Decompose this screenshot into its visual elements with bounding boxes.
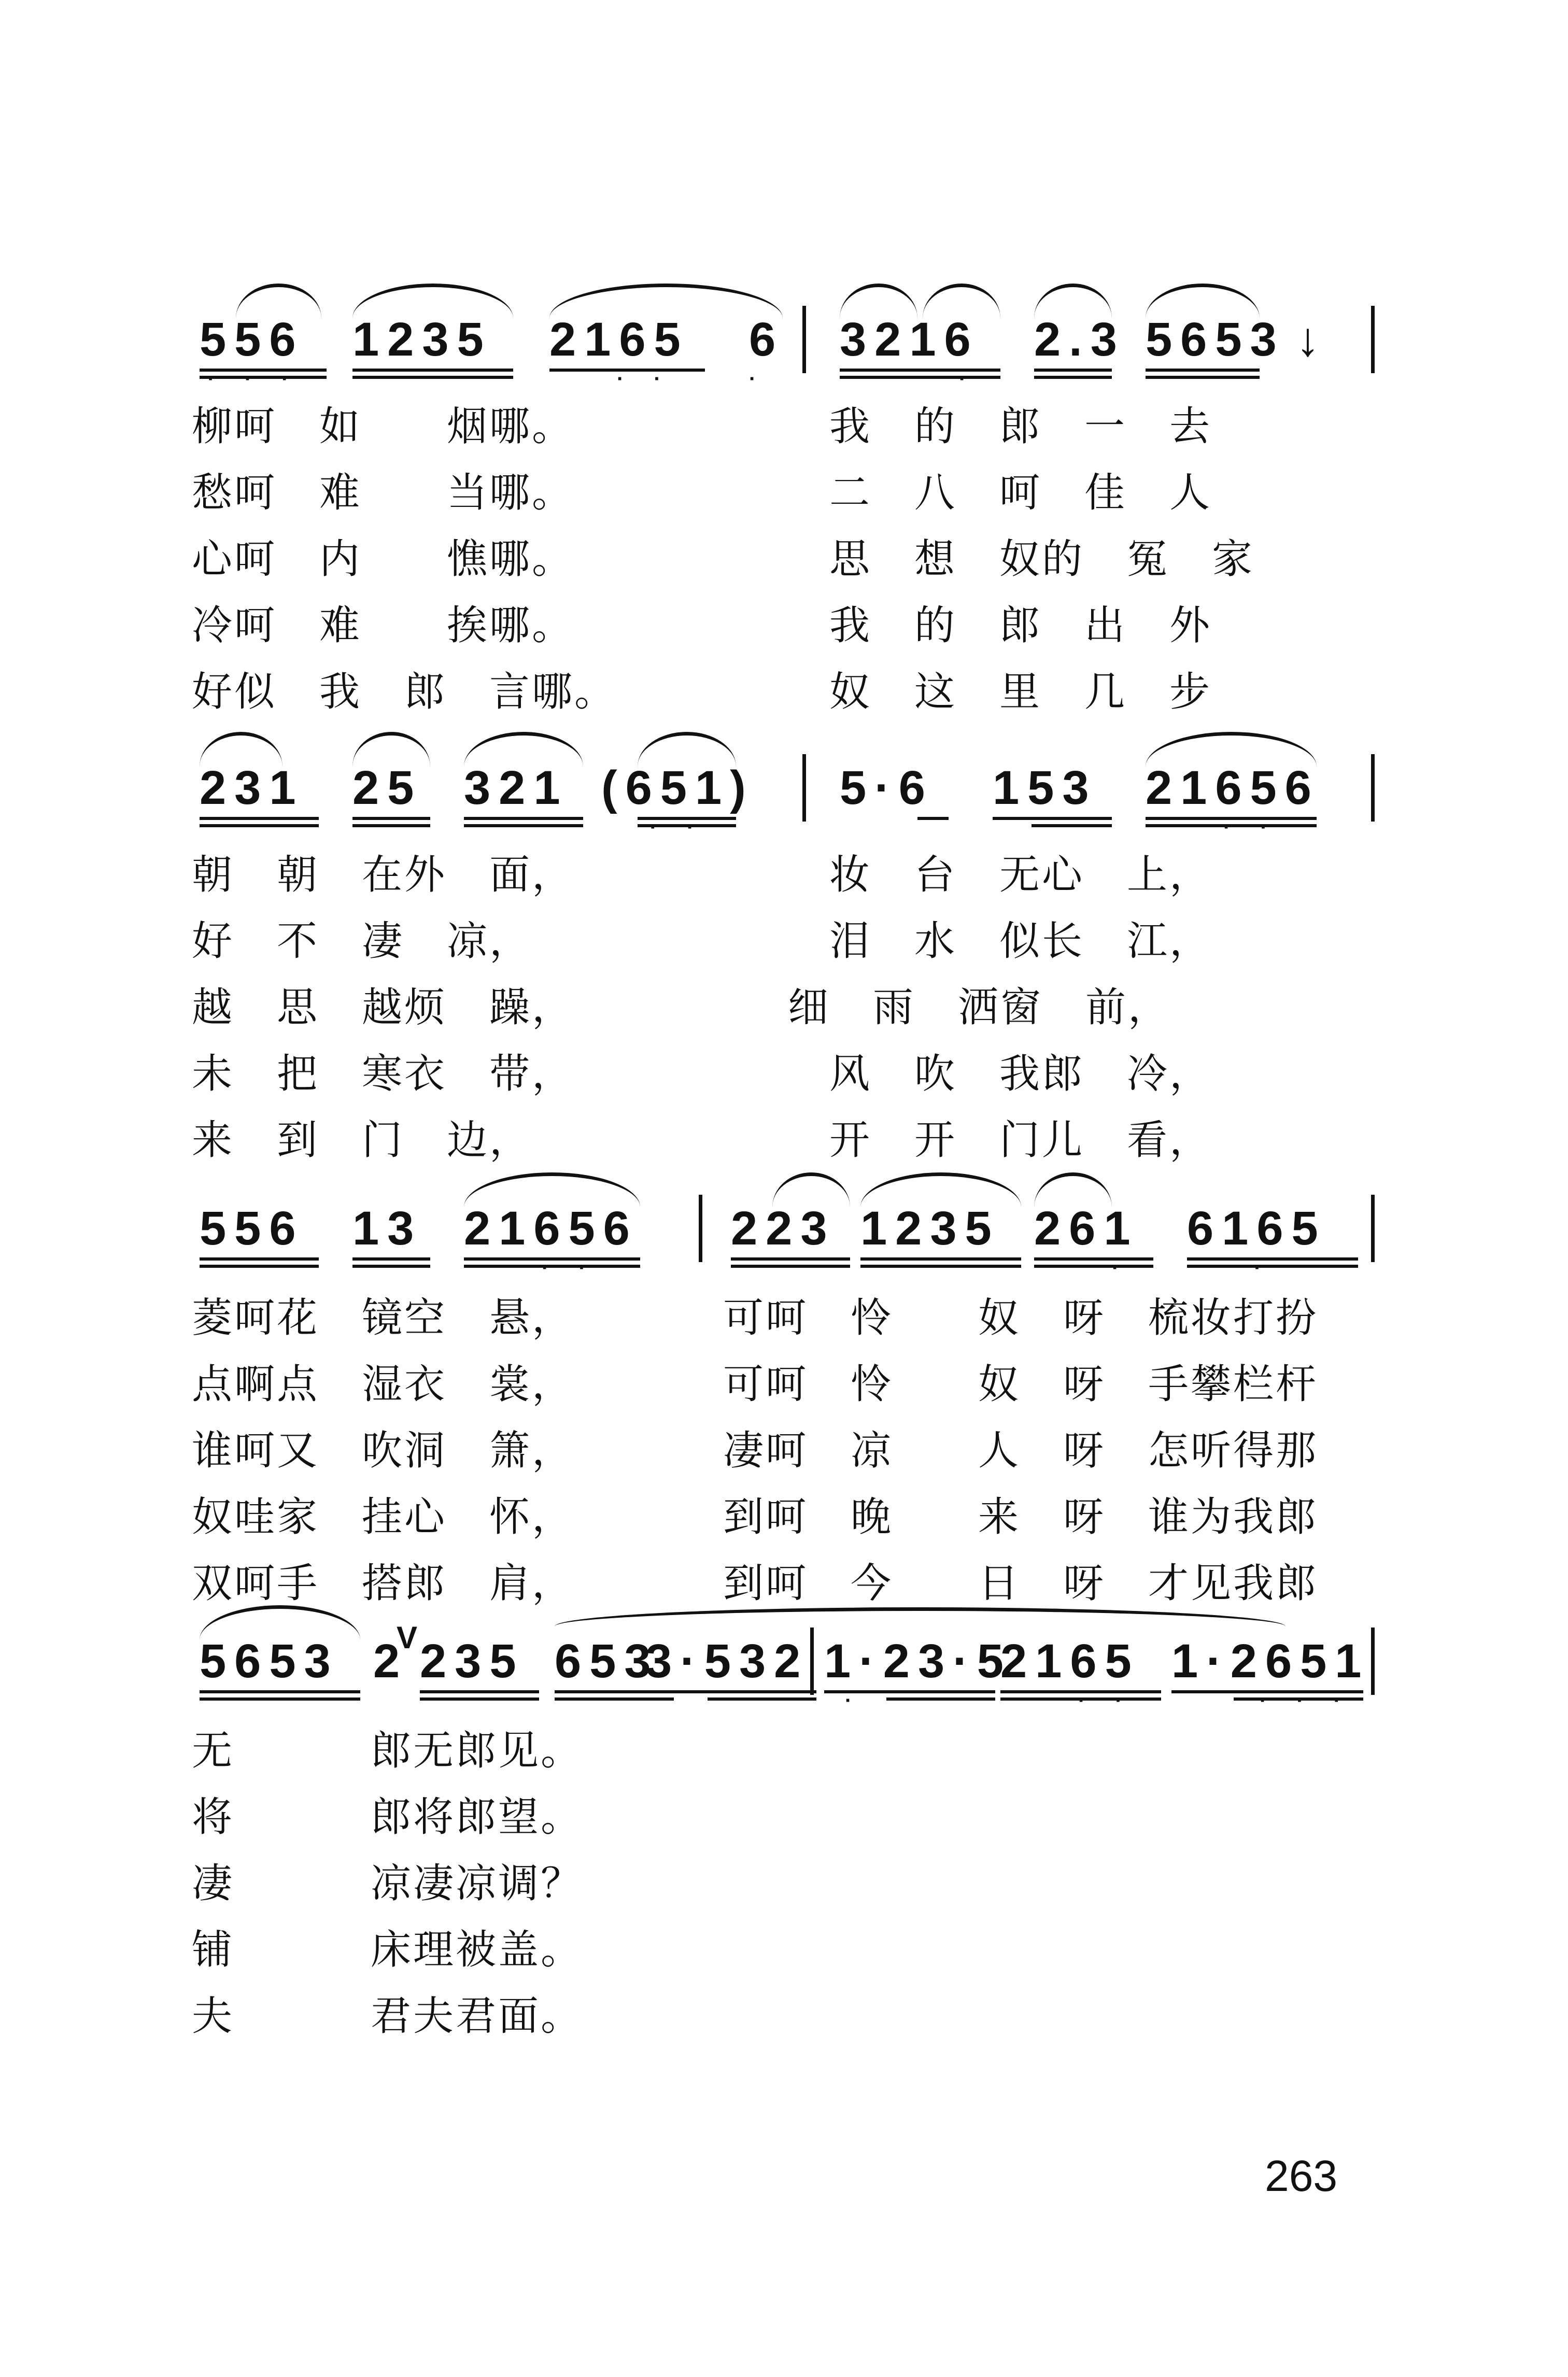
page-number: 263 <box>1265 2152 1338 2200</box>
lyric-line: 越 思 越烦 躁， <box>192 984 575 1031</box>
lyric-line: 凉凄凉调？ <box>371 1860 584 1907</box>
lyric-line: 二 八 呵 佳 人 <box>829 470 1212 516</box>
lyric-line: 到呵 今 日 呀 才见我郎 <box>723 1560 1319 1607</box>
lyric-line: 细 雨 洒窗 前， <box>788 984 1171 1031</box>
lyric-line: 来 到 门 边， <box>192 1117 532 1164</box>
note-group: 6 · <box>749 313 786 390</box>
note-group: 5653 <box>1146 288 1301 391</box>
note-group: 1·2651 ··· <box>1171 1634 1371 1712</box>
note-group: 1235 <box>352 288 513 391</box>
lyric-line: 好 不 凄 凉， <box>192 918 532 965</box>
lyric-line: 我 的 郎 出 外 <box>829 602 1212 649</box>
lyric-line: 凄 <box>192 1860 235 1907</box>
note-group: 2165 ·· <box>549 288 705 391</box>
note-group: 6165 · <box>1187 1177 1358 1280</box>
notation-row-4 <box>0 1609 1568 1713</box>
lyric-line: 菱呵花 镜空 悬， <box>192 1295 575 1341</box>
lyric-line: 柳呵 如 烟哪。 <box>192 403 575 450</box>
lyric-line: 凄呵 凉 人 呀 怎听得那 <box>723 1427 1319 1474</box>
note-group: 261 · <box>1034 1177 1153 1280</box>
lyric-line: 我 的 郎 一 去 <box>829 403 1212 450</box>
note-group: 5653 <box>200 1609 360 1713</box>
note-group: 223 <box>731 1177 850 1280</box>
note-group: 321 <box>464 736 583 840</box>
lyric-line: 开 开 门儿 看， <box>829 1117 1212 1164</box>
note-group: 2 <box>373 1634 408 1688</box>
lyric-line: 可呵 怜 奴 呀 梳妆打扮 <box>723 1295 1319 1341</box>
lyric-line: 未 把 寒衣 带， <box>192 1051 575 1097</box>
note-group: 3216 · <box>840 288 1000 391</box>
lyric-line: 可呵 怜 奴 呀 手攀栏杆 <box>723 1361 1319 1408</box>
note-group: 556 <box>200 1177 319 1280</box>
note-group: (651) ·· <box>601 736 772 840</box>
lyric-line: 心呵 内 憔哪。 <box>192 536 575 583</box>
note-group: 2165 ·· <box>1000 1609 1161 1713</box>
lyric-line: 风 吹 我郎 冷， <box>829 1051 1212 1097</box>
barline <box>1371 754 1375 822</box>
note-group: 3·532 <box>645 1609 816 1713</box>
lyric-line: 君夫君面。 <box>371 1993 584 2040</box>
lyric-line: 床理被盖。 <box>371 1927 584 1973</box>
notation-row-2 <box>0 736 1568 840</box>
note-group: 25 <box>352 736 430 840</box>
notation-row-3 <box>0 1177 1568 1280</box>
note-group: 13 <box>352 1177 430 1280</box>
note-group: 1235 <box>860 1177 1021 1280</box>
lyric-line: 郎无郎见。 <box>371 1728 584 1774</box>
lyric-line: 妆 台 无心 上， <box>829 852 1212 898</box>
breath-mark: V <box>397 1620 426 1655</box>
lyric-line: 到呵 晚 来 呀 谁为我郎 <box>723 1494 1319 1540</box>
barline <box>1371 306 1375 373</box>
note-group: 653 <box>555 1609 674 1713</box>
lyric-line: 思 想 奴的 冤 家 <box>829 536 1255 583</box>
barline <box>810 1628 814 1695</box>
lyric-line: 夫 <box>192 1993 235 2040</box>
lyric-line: 谁呵又 吹洞 箫， <box>192 1427 575 1474</box>
lyric-line: 无 <box>192 1728 235 1774</box>
note-group: 21656 ·· <box>1146 736 1348 840</box>
lyric-line: 愁呵 难 当哪。 <box>192 470 575 516</box>
barline <box>1371 1628 1375 1695</box>
note-group: 1·23·5 · <box>824 1634 1012 1712</box>
lyric-line: 朝 朝 在外 面， <box>192 852 575 898</box>
lyric-line: 点啊点 湿衣 裳， <box>192 1361 575 1408</box>
lyric-line: 双呵手 搭郎 肩， <box>192 1560 575 1607</box>
lyric-line: 奴哇家 挂心 怀， <box>192 1494 575 1540</box>
lyric-line: 泪 水 似长 江， <box>829 918 1212 965</box>
note-group: 5·6 <box>840 736 949 840</box>
barline <box>699 1195 702 1262</box>
lyric-line: 冷呵 难 挨哪。 <box>192 602 575 649</box>
notation-row-1 <box>0 288 1568 391</box>
lyric-line: 铺 <box>192 1927 235 1973</box>
lyric-line: 奴 这 里 几 步 <box>829 669 1212 715</box>
lyric-line: 将 <box>192 1794 235 1841</box>
note-group: 2.3 <box>1034 288 1112 391</box>
lyric-line: 好似 我 郎 言哪。 <box>192 669 617 715</box>
note-group: 556 ··· <box>200 288 327 391</box>
note-group: 21656 ·· <box>464 1177 671 1280</box>
note-group: 235 <box>420 1609 539 1713</box>
note-group: 231 <box>200 736 319 840</box>
barline <box>802 754 806 822</box>
barline <box>802 306 806 373</box>
lyric-line: 郎将郎望。 <box>371 1794 584 1841</box>
barline <box>1371 1195 1375 1262</box>
breath-mark: ↓ <box>1296 313 1328 366</box>
note-group: 153 <box>993 736 1112 840</box>
